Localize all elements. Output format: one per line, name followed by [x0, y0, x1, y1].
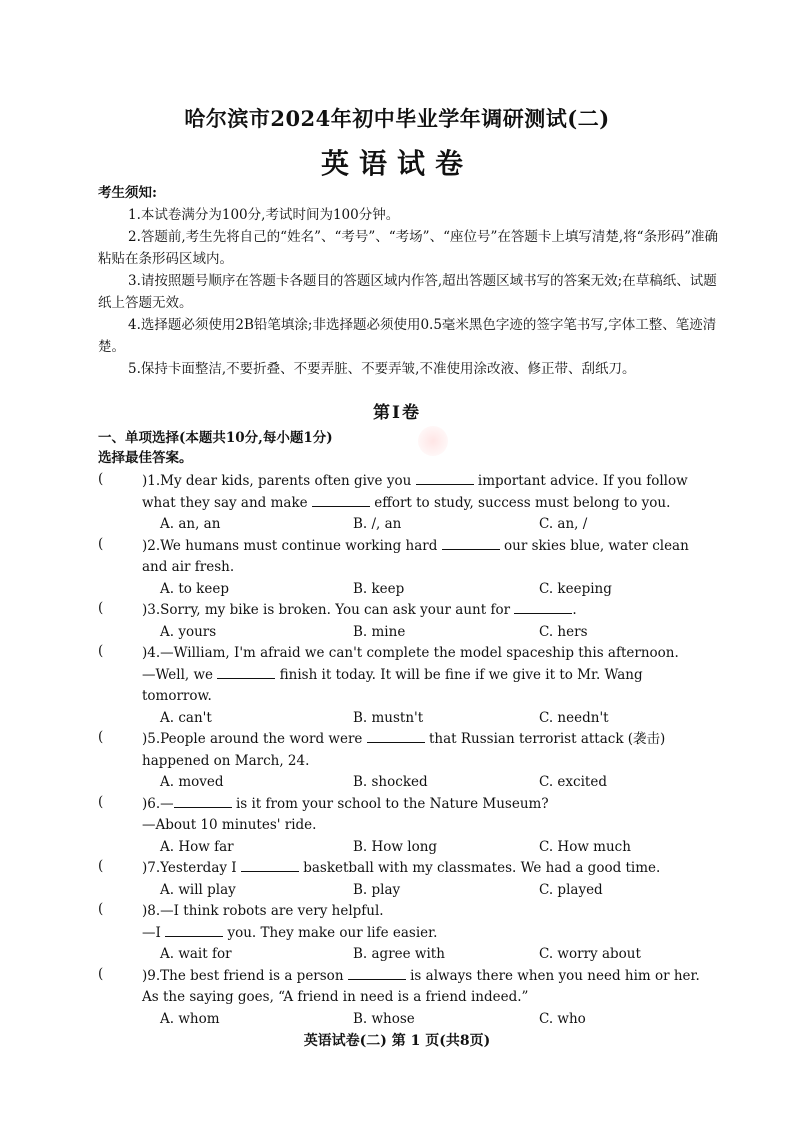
option-b[interactable]: B. /, an [353, 516, 402, 532]
answer-blank [174, 795, 232, 808]
question-list [98, 471, 712, 1030]
answer-paren[interactable]: ( [98, 471, 104, 487]
question-stem: )3.Sorry, my bike is broken. You can ask your aunt for . [142, 602, 577, 618]
question-7 [98, 858, 712, 901]
question-stem: )8.—I think robots are very helpful. —I you. They make our life easier. [142, 903, 438, 941]
answer-blank [367, 730, 425, 743]
question-stem: )7.Yesterday I basketball with my classmates. We had a good time. [142, 860, 661, 876]
answer-blank [442, 537, 500, 550]
question-stem: )5.People around the word were that Russian terrorist attack (袭击) happened on March, 24. [142, 731, 666, 769]
option-b[interactable]: B. How long [353, 838, 438, 855]
page-footer: 英语试卷(二) 第 1 页(共8页) [303, 1033, 491, 1049]
options [160, 708, 712, 730]
question-4 [98, 643, 712, 729]
answer-paren[interactable]: ( [98, 729, 104, 745]
answer-paren[interactable]: ( [98, 901, 104, 917]
option-a[interactable]: A. will play [160, 881, 236, 898]
option-b[interactable]: B. shocked [353, 774, 428, 790]
exam-title: 哈尔滨市2024年初中毕业学年调研测试(二) [184, 106, 610, 131]
notice-item: 1.本试卷满分为100分,考试时间为100分钟。 [128, 207, 400, 223]
answer-paren[interactable]: ( [98, 600, 104, 616]
section-heading [98, 428, 333, 468]
question-3 [98, 600, 712, 643]
options [160, 944, 712, 966]
options [160, 1009, 712, 1031]
option-a[interactable]: A. an, an [160, 516, 221, 532]
answer-paren[interactable]: ( [98, 535, 104, 552]
stain-mark [418, 426, 448, 456]
notice-heading: 考生须知: [98, 185, 157, 201]
option-b[interactable]: B. play [353, 881, 401, 898]
options [160, 880, 712, 902]
option-a[interactable]: A. How far [160, 838, 234, 855]
section-title: 一、单项选择(本题共10分,每小题1分) [98, 430, 333, 446]
options [160, 514, 712, 536]
answer-blank [241, 859, 299, 872]
options [160, 837, 712, 859]
question-9 [98, 966, 712, 1031]
question-stem: )4.—William, I'm afraid we can't complete the model spaceship this afternoon. —Well, we finish it today. It will be fine if we give it to Mr. Wang tomorrow. [142, 645, 679, 704]
option-b[interactable]: B. agree with [353, 946, 445, 962]
part-heading: 第Ⅰ卷 [373, 403, 421, 423]
option-b[interactable]: B. mine [353, 623, 406, 640]
option-c[interactable]: C. hers [539, 623, 588, 640]
option-c[interactable]: C. who [539, 1010, 586, 1027]
notice-item: 5.保持卡面整洁,不要折叠、不要弄脏、不要弄皱,不准使用涂改液、修正带、刮纸刀。 [128, 361, 636, 377]
option-a[interactable]: A. to keep [160, 580, 229, 597]
question-2 [98, 536, 712, 601]
answer-paren[interactable]: ( [98, 858, 104, 874]
option-a[interactable]: A. moved [160, 774, 224, 790]
answer-blank [217, 666, 275, 679]
option-c[interactable]: C. keeping [539, 580, 612, 597]
option-c[interactable]: C. needn't [539, 709, 609, 726]
option-b[interactable]: B. whose [353, 1010, 415, 1027]
answer-blank [348, 967, 406, 980]
notice-item: 3.请按照题号顺序在答题卡各题目的答题区域内作答,超出答题区域书写的答案无效;在草稿纸、试题纸上答题无效。 [98, 273, 717, 311]
options [160, 579, 712, 601]
answer-paren[interactable]: ( [98, 643, 104, 659]
question-stem: )9.The best friend is a person is always there when you need him or her. As the saying goes, “A friend in need is a friend indeed.” [142, 967, 700, 1005]
answer-paren[interactable]: ( [98, 965, 104, 982]
option-c[interactable]: C. an, / [539, 516, 588, 532]
option-c[interactable]: C. excited [539, 774, 607, 790]
option-a[interactable]: A. yours [160, 623, 217, 640]
question-5 [98, 729, 712, 794]
candidate-notice [98, 182, 718, 380]
option-c[interactable]: C. worry about [539, 946, 641, 962]
option-b[interactable]: B. keep [353, 580, 405, 597]
option-c[interactable]: C. played [539, 881, 603, 898]
option-a[interactable]: A. whom [160, 1010, 220, 1027]
option-b[interactable]: B. mustn't [353, 709, 424, 726]
option-a[interactable]: A. wait for [160, 946, 232, 962]
notice-item: 4.选择题必须使用2B铅笔填涂;非选择题必须使用0.5毫米黑色字迹的签字笔书写,字体工整、笔迹清楚。 [98, 317, 717, 355]
answer-paren[interactable]: ( [98, 793, 104, 810]
exam-subtitle: 英语试卷 [320, 147, 473, 180]
answer-blank [165, 924, 223, 937]
question-stem: )6.— is it from your school to the Nature Museum? —About 10 minutes' ride. [142, 795, 549, 833]
answer-blank [312, 494, 370, 507]
notice-item: 2.答题前,考生先将自己的“姓名”、“考号”、“考场”、“座位号”在答题卡上填写清楚,将“条形码”准确粘贴在条形码区域内。 [98, 229, 718, 267]
options [160, 622, 712, 644]
question-8 [98, 901, 712, 966]
section-instruction: 选择最佳答案。 [98, 450, 193, 466]
question-stem: )1.My dear kids, parents often give you important advice. If you follow what they say and make effort to study, success must belong to you. [142, 473, 688, 511]
question-1 [98, 471, 712, 536]
answer-blank [514, 601, 572, 614]
option-a[interactable]: A. can't [160, 709, 212, 726]
answer-blank [416, 472, 474, 485]
question-stem: )2.We humans must continue working hard our skies blue, water clean and air fresh. [142, 537, 689, 575]
option-c[interactable]: C. How much [539, 838, 631, 855]
question-6 [98, 794, 712, 859]
options [160, 772, 712, 794]
